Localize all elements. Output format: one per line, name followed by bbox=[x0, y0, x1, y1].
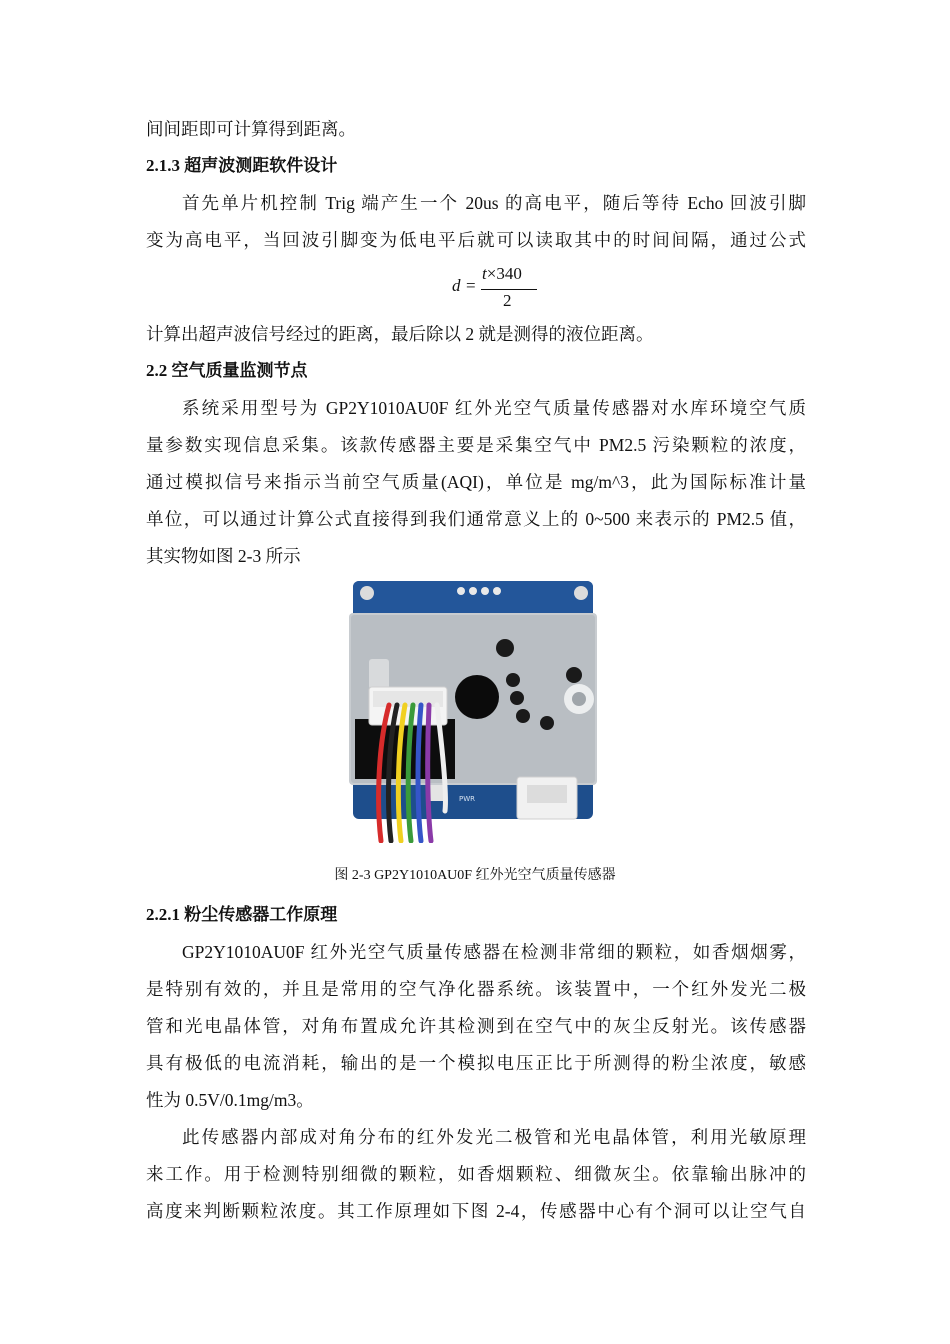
formula-lhs: d bbox=[452, 276, 461, 295]
paragraph-line: 单位，可以通过计算公式直接得到我们通常意义上的 0~500 来表示的 PM2.5 值， bbox=[146, 509, 806, 529]
pwr-label: PWR bbox=[459, 795, 476, 803]
formula-fraction-bar bbox=[481, 289, 537, 290]
paragraph-line: 计算出超声波信号经过的距离，最后除以 2 就是测得的液位距离。 bbox=[146, 324, 654, 344]
formula-equals: = bbox=[466, 276, 476, 295]
distance-formula bbox=[452, 264, 562, 312]
paragraph-line: 是特别有效的，并且是常用的空气净化器系统。该装置中，一个红外发光二极 bbox=[146, 979, 806, 999]
paragraph-line: 高度来判断颗粒浓度。其工作原理如下图 2-4，传感器中心有个洞可以让空气自 bbox=[146, 1201, 806, 1221]
paragraph-line: 具有极低的电流消耗，输出的是一个模拟电压正比于所测得的粉尘浓度，敏感 bbox=[146, 1053, 806, 1073]
paragraph-line: 变为高电平，当回波引脚变为低电平后就可以读取其中的时间间隔，通过公式 bbox=[146, 230, 806, 250]
formula-denominator: 2 bbox=[503, 291, 512, 310]
paragraph-line: 其实物如图 2-3 所示 bbox=[146, 546, 301, 566]
figure-caption: 图 2-3 GP2Y1010AU0F 红外光空气质量传感器 bbox=[334, 868, 616, 883]
sensor-photo bbox=[347, 579, 601, 843]
paragraph-line: GP2Y1010AU0F 红外光空气质量传感器在检测非常细的颗粒，如香烟烟雾， bbox=[182, 942, 806, 962]
paragraph-line: 间间距即可计算得到距离。 bbox=[146, 119, 356, 139]
paragraph-line: 系统采用型号为 GP2Y1010AU0F 红外光空气质量传感器对水库环境空气质 bbox=[182, 398, 806, 418]
paragraph-line: 来工作。用于检测特别细微的颗粒，如香烟颗粒、细微灰尘。依靠输出脉冲的 bbox=[146, 1164, 806, 1184]
paragraph-line: 量参数实现信息采集。该款传感器主要是采集空气中 PM2.5 污染颗粒的浓度， bbox=[146, 435, 806, 455]
section-heading-2-2: 2.2 空气质量监测节点 bbox=[146, 361, 308, 380]
paragraph-line: 此传感器内部成对角分布的红外发光二极管和光电晶体管，利用光敏原理 bbox=[182, 1127, 806, 1147]
paragraph-line: 首先单片机控制 Trig 端产生一个 20us 的高电平，随后等待 Echo 回波引脚 bbox=[182, 193, 806, 213]
section-heading-2-2-1: 2.2.1 粉尘传感器工作原理 bbox=[146, 905, 338, 924]
paragraph-line: 通过模拟信号来指示当前空气质量(AQI)，单位是 mg/m^3，此为国际标准计量 bbox=[146, 472, 806, 492]
formula-numerator: t×340 bbox=[482, 264, 522, 283]
paragraph-line: 性为 0.5V/0.1mg/m3。 bbox=[146, 1090, 314, 1110]
paragraph-line: 管和光电晶体管，对角布置成允许其检测到在空气中的灰尘反射光。该传感器 bbox=[146, 1016, 806, 1036]
section-heading-2-1-3: 2.1.3 超声波测距软件设计 bbox=[146, 156, 338, 175]
